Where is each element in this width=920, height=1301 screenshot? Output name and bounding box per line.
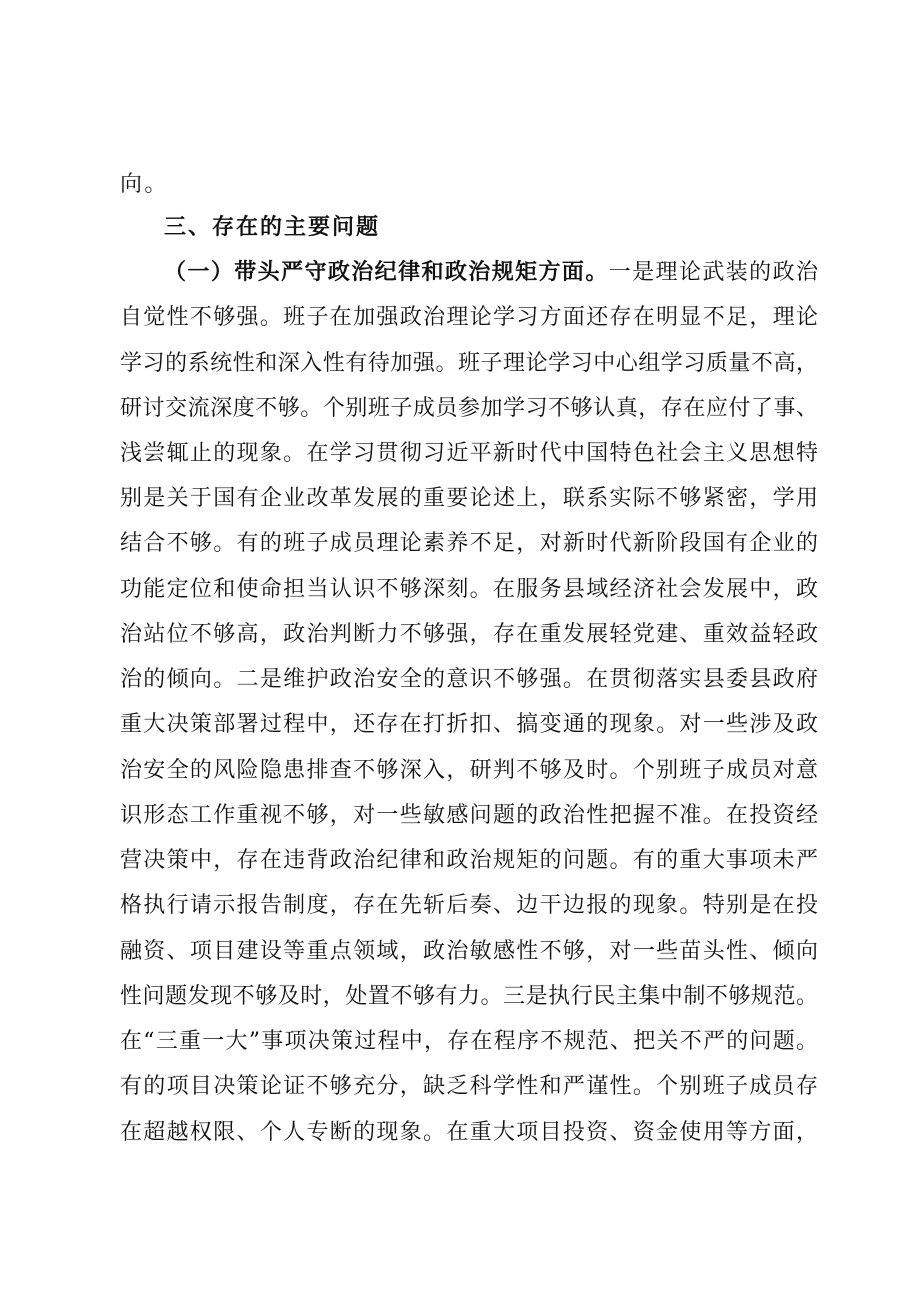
paragraph-line: 治的倾向。二是维护政治安全的意识不够强。在贯彻落实县委县政府 xyxy=(120,667,818,692)
section-heading: 三、存在的主要问题 xyxy=(164,215,381,240)
paragraph-line: 在超越权限、个人专断的现象。在重大项目投资、资金使用等方面， xyxy=(120,1120,818,1145)
paragraph-line: 自觉性不够强。班子在加强政治理论学习方面还存在明显不足，理论 xyxy=(120,305,818,330)
paragraph-line: 学习的系统性和深入性有待加强。班子理论学习中心组学习质量不高， xyxy=(120,351,818,376)
paragraph-line: 性问题发现不够及时，处置不够有力。三是执行民主集中制不够规范。 xyxy=(120,984,818,1009)
paragraph-line: 识形态工作重视不够，对一些敏感问题的政治性把握不准。在投资经 xyxy=(120,803,818,828)
paragraph-line: 格执行请示报告制度，存在先斩后奏、边干边报的现象。特别是在投 xyxy=(120,893,818,918)
paragraph-line: 研讨交流深度不够。个别班子成员参加学习不够认真，存在应付了事、 xyxy=(120,396,818,421)
paragraph-line: 在“三重一大”事项决策过程中，存在程序不规范、把关不严的问题。 xyxy=(120,1029,818,1054)
carry-over-line: 向。 xyxy=(120,172,169,197)
paragraph-line: 别是关于国有企业改革发展的重要论述上，联系实际不够紧密，学用 xyxy=(120,486,818,511)
paragraph-line: 重大决策部署过程中，还存在打折扣、搞变通的现象。对一些涉及政 xyxy=(120,712,818,737)
paragraph-first-line xyxy=(164,258,818,288)
paragraph-line: 治安全的风险隐患排查不够深入，研判不够及时。个别班子成员对意 xyxy=(120,758,818,783)
first-line-text: 一是理论武装的政治 xyxy=(608,260,818,285)
paragraph-line: 有的项目决策论证不够充分，缺乏科学性和严谨性。个别班子成员存 xyxy=(120,1074,818,1099)
paragraph-line: 功能定位和使命担当认识不够深刻。在服务县域经济社会发展中，政 xyxy=(120,577,818,602)
paragraph-line: 融资、项目建设等重点领域，政治敏感性不够，对一些苗头性、倾向 xyxy=(120,939,818,964)
subsection-title: （一）带头严守政治纪律和政治规矩方面。 xyxy=(164,260,609,285)
paragraph-line: 浅尝辄止的现象。在学习贯彻习近平新时代中国特色社会主义思想特 xyxy=(120,441,818,466)
paragraph-line: 结合不够。有的班子成员理论素养不足，对新时代新阶段国有企业的 xyxy=(120,531,818,556)
paragraph-line: 营决策中，存在违背政治纪律和政治规矩的问题。有的重大事项未严 xyxy=(120,848,818,873)
paragraph-line: 治站位不够高，政治判断力不够强，存在重发展轻党建、重效益轻政 xyxy=(120,622,818,647)
